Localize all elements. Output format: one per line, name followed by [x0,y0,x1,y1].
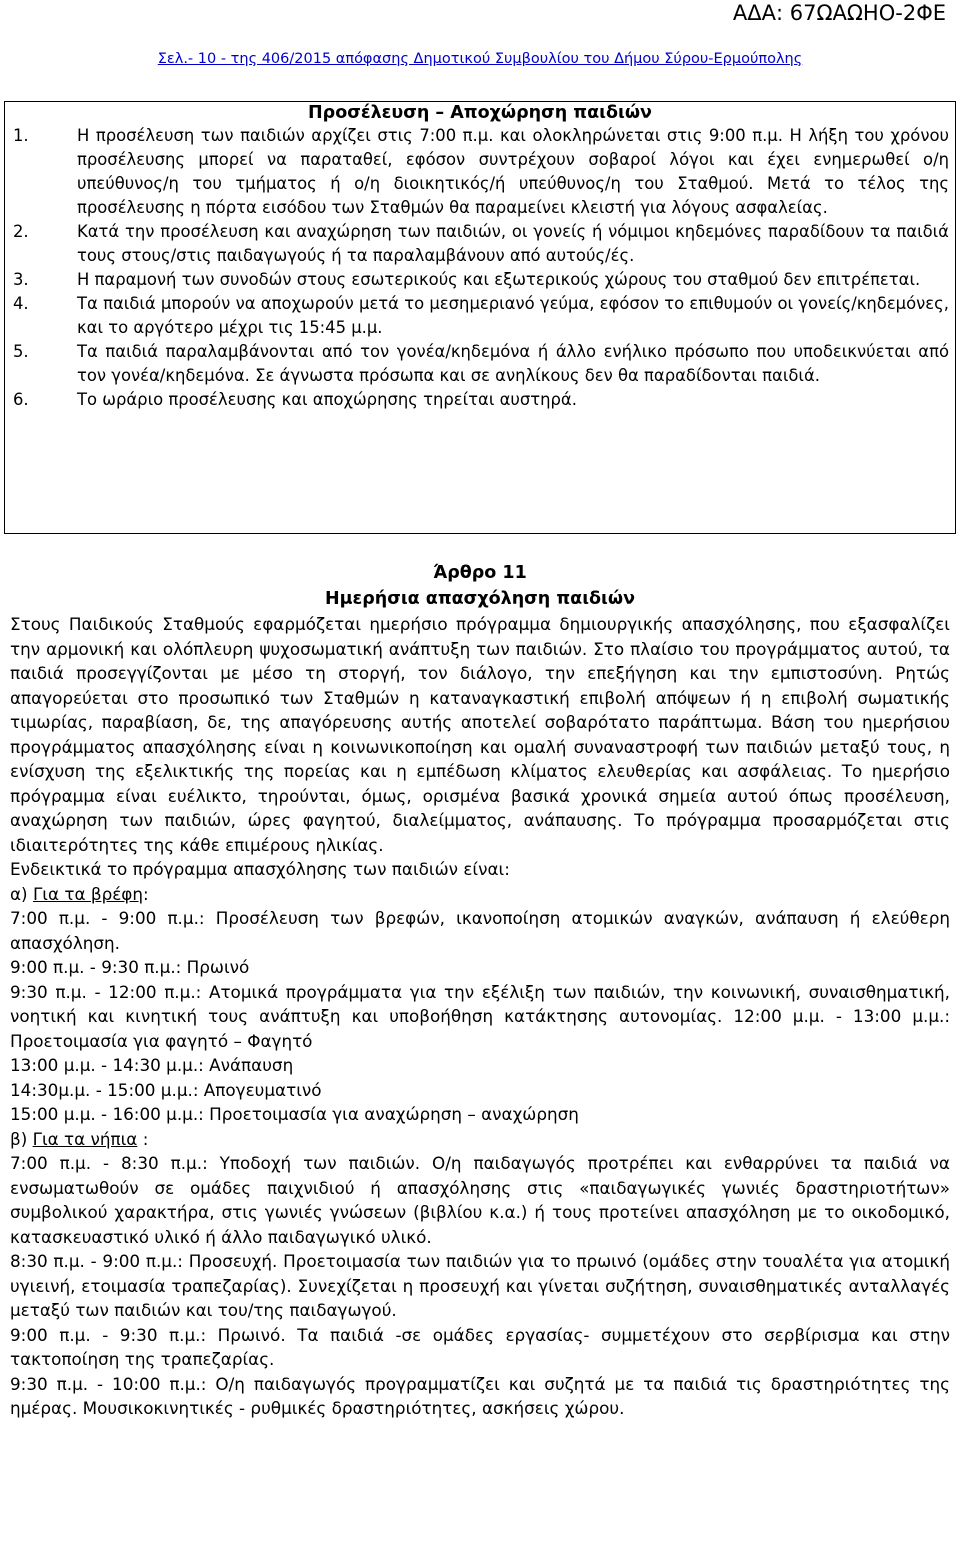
article-subheading: Ημερήσια απασχόληση παιδιών [324,589,635,609]
toddlers-label: Για τα νήπια [32,1128,138,1149]
arrival-departure-section [4,101,956,534]
item-number: 3. [13,270,29,289]
schedule-entry: 7:00 π.μ. - 8:30 π.μ.: Υποδοχή των παιδιών. Ο/η παιδαγωγός προτρέπει και ενθαρρύνει τα παιδιά να ενσωματωθούν σε ομάδες παιχνιδιού ή απασχόλησης στις «παιδαγωγικές γωνιές δραστηριοτήτων» συμβολικού χαρακτήρα, στις γωνιές γνώσεων (βιβλίου κ.α.) ή τους προτείνει απασχόληση με το οικοδομικό, κατασκευαστικό υλικό ή άλλο παιδαγωγικό υλικό. [10,1153,950,1247]
indicative-line: Ενδεικτικά το πρόγραμμα απασχόλησης των παιδιών είναι: [10,859,510,879]
article-heading: Άρθρο 11 [433,563,527,583]
list-item [13,220,949,268]
list-item [13,340,949,388]
schedule-entry: 13:00 μ.μ. - 14:30 μ.μ.: Ανάπαυση [10,1055,294,1075]
item-number: 6. [13,390,29,409]
item-text: Τα παιδιά παραλαμβάνονται από τον γονέα/κηδεμόνα ή άλλο ενήλικο πρόσωπο που υποδεικνύεται από τον γονέα/κηδεμόνα. Σε άγνωστα πρόσωπα και σε ανηλίκους δεν θα παραδίδονται παιδιά. [77,342,949,385]
schedule-entry: 9:30 π.μ. - 10:00 π.μ.: Ο/η παιδαγωγός προγραμματίζει και συζητά με τα παιδιά τις δραστηριότητες της ημέρας. Μουσικοκινητικές - ρυθμικές δραστηριότητες, ασκήσεις χώρου. [10,1373,950,1418]
item-text: Η παραμονή των συνοδών στους εσωτερικούς και εξωτερικούς χώρους του σταθμού δεν επιτρέπεται. [77,270,921,289]
article-intro: Στους Παιδικούς Σταθμούς εφαρμόζεται ημερήσιο πρόγραμμα δημιουργικής απασχόλησης, που εξασφαλίζει την αρμονική και ολόπλευρη ψυχοσωματική ανάπτυξη των παιδιών. Στο πλαίσιο του προγράμματος αυτού, τα παιδιά προσεγγίζονται με μέσο τη στοργή, τον διάλογο, την επεξήγηση και την εμπιστοσύνη. Ρητώς απαγορεύεται στο προσωπικό των Σταθμών η καταναγκαστική επιβολή απόψεων ή η επιβολή σωματικής τιμωρίας, παραβίαση, δε, της απαγόρευσης αυτής αποτελεί σοβαρότατο παράπτωμα. Βάση του ημερήσιου προγράμματος απασχόλησης είναι η κοινωνικοποίηση και ομαλή συναναστροφή των παιδιών μεταξύ τους, η ενίσχυση της εξελικτικής της πορείας και η εμπέδωση κλίματος ελευθερίας και ασφάλειας. Το ημερήσιο πρόγραμμα είναι ευέλικτο, τηρούνται, όμως, ορισμένα βασικά χρονικά σημεία αυτού όπως προσέλευση, αναχώρηση των παιδιών, ώρες φαγητού, διαλείμματος, ανάπαυσης. Το πρόγραμμα προσαρμόζεται στις ιδιαιτερότητες της κάθε επιμέρους ηλικίας. [10,614,950,855]
item-text: Το ωράριο προσέλευσης και αποχώρησης τηρείται αυστηρά. [77,390,577,409]
list-item [13,268,949,292]
article-11 [10,560,950,1421]
section-title: Προσέλευση – Αποχώρηση παιδιών [308,103,652,123]
ada-code: ΑΔΑ: 67ΩΑΩΗΟ-2ΦΕ [732,1,946,25]
rules-list [5,124,955,412]
infants-label: Για τα βρέφη [32,883,144,904]
toddlers-prefix: β) [10,1128,33,1149]
item-text: Η προσέλευση των παιδιών αρχίζει στις 7:00 π.μ. και ολοκληρώνεται στις 9:00 π.μ. Η λήξη του χρόνου προσέλευσης μπορεί να παραταθεί, εφόσον συντρέχουν σοβαροί λόγοι και έχει ενημερωθεί ο/η υπεύθυνος/η του τμήματος ή ο/η διοικητικός/ή υπεύθυνος/η του Σταθμού. Μετά το τέλος της προσέλευσης η πόρτα εισόδου των Σταθμών θα παραμείνει κλειστή για λόγους ασφαλείας. [77,126,949,217]
schedule-entry: 9:30 π.μ. - 12:00 π.μ.: Ατομικά προγράμματα για την εξέλιξη των παιδιών, την κοινωνική, συναισθηματική, νοητική και κινητική τους ανάπτυξη και υποβοήθηση κατάκτησης αυτονομίας. 12:00 μ.μ. - 13:00 μ.μ.: Προετοιμασία για φαγητό – Φαγητό [10,981,950,1051]
page-reference-link[interactable]: Σελ.- 10 - της 406/2015 απόφασης Δημοτικού Συμβουλίου του Δήμου Σύρου-Ερμούπολης [157,51,803,67]
list-item [13,292,949,340]
item-number: 1. [13,126,29,145]
schedule-entry: 8:30 π.μ. - 9:00 π.μ.: Προσευχή. Προετοιμασία των παιδιών για το πρωινό (ομάδες στην τουαλέτα για ατομική υγιεινή, ετοιμασία τραπεζαρίας). Συνεχίζεται η προσευχή και γίνεται συζήτηση, συναισθηματικές ανταλλαγές μεταξύ των παιδιών και του/της παιδαγωγού. [10,1251,950,1320]
toddlers-heading [10,1127,950,1152]
item-text: Κατά την προσέλευση και αναχώρηση των παιδιών, οι γονείς ή νόμιμοι κηδεμόνες παραδίδουν τα παιδιά τους στους/στις παιδαγωγούς ή τα παραλαμβάνουν από αυτούς/ές. [77,222,949,265]
item-number: 5. [13,342,29,361]
infants-prefix: α) [10,883,33,904]
item-number: 4. [13,294,29,313]
schedule-entry: 9:00 π.μ. - 9:30 π.μ.: Πρωινό. Τα παιδιά -σε ομάδες εργασίας- συμμετέχουν στο σερβίρισμα και στην τακτοποίηση της τραπεζαρίας. [10,1324,950,1369]
schedule-entry: 15:00 μ.μ. - 16:00 μ.μ.: Προετοιμασία για αναχώρηση – αναχώρηση [10,1104,579,1124]
list-item [13,124,949,220]
list-item [13,388,949,412]
schedule-entry: 9:00 π.μ. - 9:30 π.μ.: Πρωινό [10,957,250,977]
infants-heading [10,882,950,907]
item-number: 2. [13,222,29,241]
toddlers-suffix: : [137,1128,149,1149]
infants-suffix: : [143,883,149,904]
schedule-entry: 7:00 π.μ. - 9:00 π.μ.: Προσέλευση των βρεφών, ικανοποίηση ατομικών αναγκών, ανάπαυση ή ελεύθερη απασχόληση. [10,908,950,953]
schedule-entry: 14:30μ.μ. - 15:00 μ.μ.: Απογευματινό [10,1079,322,1100]
item-text: Τα παιδιά μπορούν να αποχωρούν μετά το μεσημεριανό γεύμα, εφόσον το επιθυμούν οι γονείς/κηδεμόνες, και το αργότερο μέχρι τις 15:45 μ.μ. [77,294,949,337]
